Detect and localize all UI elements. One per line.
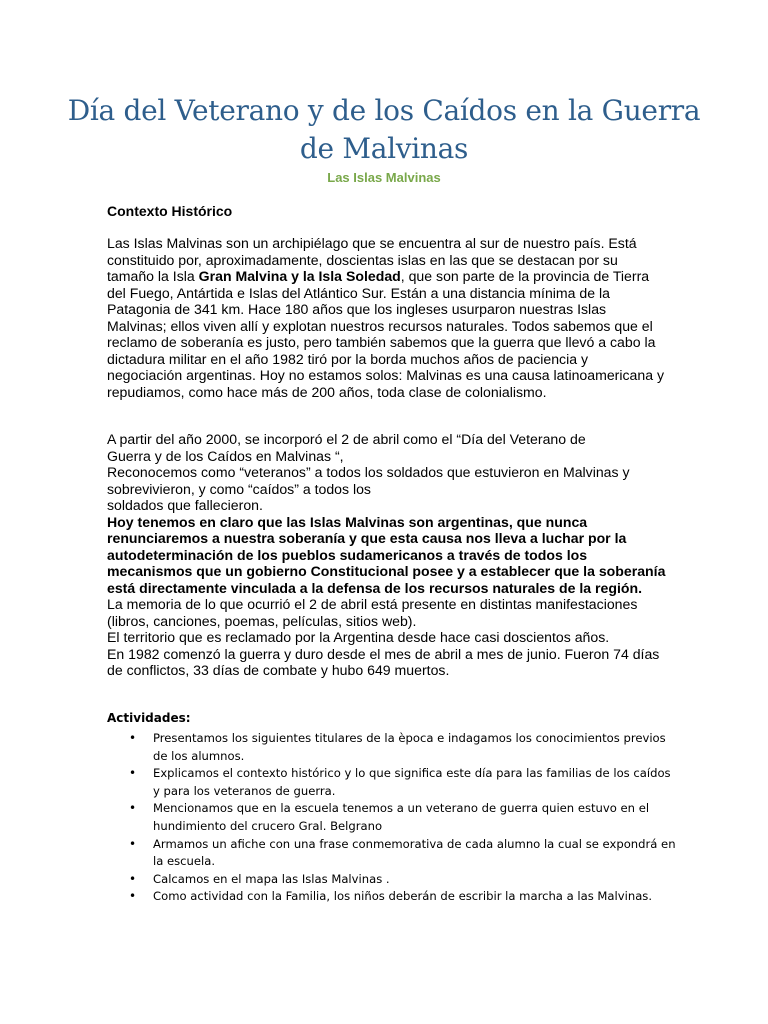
list-item-text: Armamos un afiche con una frase conmemorativa de cada alumno la cual se expondrá en la escuela. [153,836,676,869]
list-item-text: Explicamos el contexto histórico y lo que significa este día para las familias de los caídos y para los veteranos de guerra. [153,766,671,798]
paragraph-veterans-line-3: Reconocemos como “veteranos” a todos los soldados que estuvieron en Malvinas y [107,464,630,480]
list-item [107,871,677,889]
paragraph-context [107,235,667,400]
paragraph-veterans-line-8: El territorio que es reclamado por la Argentina desde hace casi doscientos años. [107,629,610,645]
bullet-icon: • [129,871,137,886]
paragraph-veterans-line-7: (libros, canciones, poemas, películas, sitios web). [107,612,417,629]
paragraph-veterans-line-9: En 1982 comenzó la guerra y duro desde el mes de abril a mes de junio. Fueron 74 días de conflictos, 33 días de combate y hubo 649 muertos. [107,645,660,678]
list-item [107,888,677,906]
paragraph-sovereignty-bold: Hoy tenemos en claro que las Islas Malvinas son argentinas, que nunca renunciaremos a nuestra soberanía y que esta causa nos lleva a luchar por la autodeterminación de los pueblos sudamericanos a través de todos los mecanismos que un gobierno Constitucional posee y a establecer que la soberanía está directamente vinculada a la defensa de los recursos naturales de la región. [107,513,666,596]
bullet-icon: • [129,766,137,781]
paragraph-veterans-line-1: A partir del año 2000, se incorporó el 2 de abril como el “Día del Veterano de [107,431,586,447]
bullet-icon: • [129,889,137,904]
page-subtitle: Las Islas Malvinas [327,170,441,185]
paragraph-veterans-line-6: La memoria de lo que ocurrió el 2 de abril está presente en distintas manifestaciones [107,596,638,612]
activities-list [107,730,677,906]
list-item [107,765,677,800]
list-item-text: Como actividad con la Familia, los niños deberán de escribir la marcha a las Malvinas. [153,889,653,904]
bullet-icon: • [129,731,137,745]
bullet-icon: • [129,836,137,851]
paragraph-context-bold: Gran Malvina y la Isla Soledad [198,268,401,284]
list-item [107,836,677,871]
paragraph-veterans-line-5: soldados que fallecieron. [107,497,263,513]
paragraph-context-text-1: Las Islas Malvinas son un archipiélago que se encuentra al sur de nuestro país. Está constituido por, aproximadamente, doscientas islas en las que se destacan por su tamaño la Isla [107,235,637,284]
paragraph-veterans-line-4: sobrevivieron, y como “caídos” a todos los [107,480,371,497]
list-item [107,800,677,835]
list-item-text: Presentamos los siguientes titulares de la època e indagamos los conocimientos previos de los alumnos. [153,731,666,763]
list-item-text: Calcamos en el mapa las Islas Malvinas . [153,871,390,886]
list-item [107,730,677,765]
activities-heading: Actividades: [107,711,191,725]
paragraph-context-text-2: , que son parte de la provincia de Tierra del Fuego, Antártida e Islas del Atlántico Sur. Están a una distancia mínima de la Patagonia de 341 km. Hace 180 años que los ingleses usurparon nuestras Islas Malvinas; ellos viven allí y explotan nuestros recursos naturales. Todos sabemos que el reclamo de soberanía es justo, pero también sabemos que la guerra que llevó a cabo la dictadura militar en el año 1982 tiró por la borda muchos años de paciencia y negociación argentinas. Hoy no estamos solos: Malvinas es una causa latinoamericana y repudiamos, como hace más de 200 años, toda clase de colonialismo. [107,268,665,400]
paragraph-veterans-line-2: Guerra y de los Caídos en Malvinas “, [107,447,344,464]
bullet-icon: • [129,801,137,816]
section-heading-context: Contexto Histórico [107,203,233,219]
activities-section [107,710,677,906]
list-item-text: Mencionamos que en la escuela tenemos a un veterano de guerra quien estuvo en el hundimiento del crucero Gral. Belgrano [153,801,650,833]
page-title: Día del Veterano y de los Caídos en la Guerra de Malvinas [67,94,701,165]
paragraph-veterans [107,431,667,679]
